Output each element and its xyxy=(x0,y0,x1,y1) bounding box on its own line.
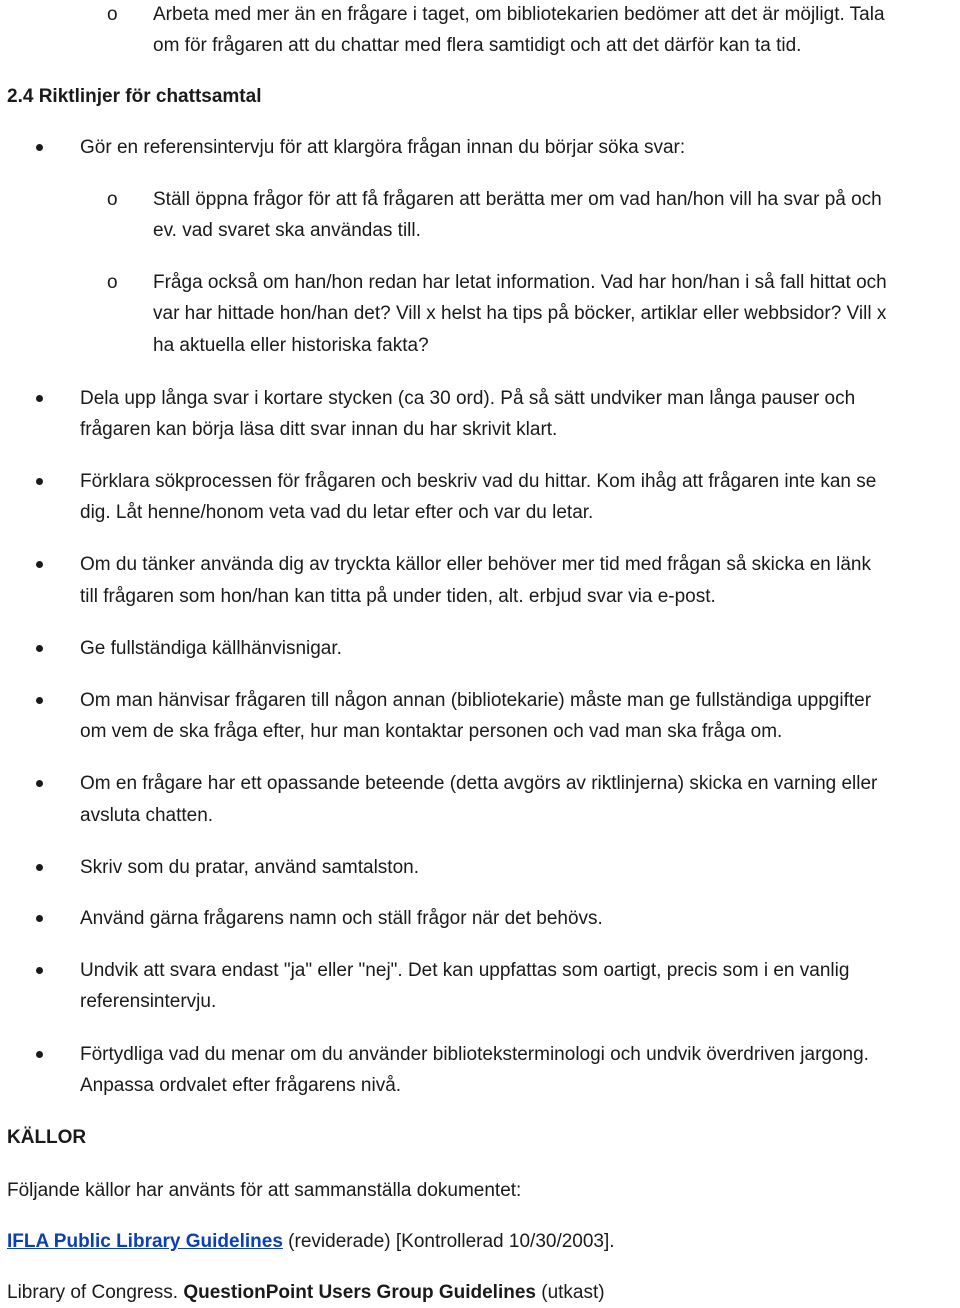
bullet-marker xyxy=(36,1051,43,1058)
source-entry-1 xyxy=(7,1231,615,1253)
bullet-7-line-1: Om en frågare har ett opassande beteende (detta avgörs av riktlinjerna) skicka en varning eller xyxy=(80,773,878,794)
bullet-6-line-2: om vem de ska fråga efter, hur man kontaktar personen och vad man ska fråga om. xyxy=(80,721,783,742)
bullet-marker xyxy=(36,915,43,922)
bullet-11-line-1: Förtydliga vad du menar om du använder biblioteksterminologi och undvik överdriven jargong. xyxy=(80,1044,869,1065)
bullet-marker xyxy=(36,967,43,974)
bullet-4-line-1: Om du tänker använda dig av tryckta källor eller behöver mer tid med frågan så skicka en länk xyxy=(80,554,871,575)
bullet-1-sub-1-line-2: ev. vad svaret ska användas till. xyxy=(153,220,421,241)
bullet-4-line-2: till frågaren som hon/han kan titta på under tiden, alt. erbjud svar via e-post. xyxy=(80,586,716,607)
source-entry-2-title: QuestionPoint Users Group Guidelines xyxy=(183,1282,536,1303)
bullet-1-sub-2-line-1: Fråga också om han/hon redan har letat information. Vad har hon/han i så fall hittat och xyxy=(153,272,887,293)
source-entry-2-suffix: (utkast) xyxy=(535,1282,605,1303)
bullet-6-line-1: Om man hänvisar frågaren till någon annan (bibliotekarie) måste man ge fullständiga uppgifter xyxy=(80,690,872,711)
bullet-9-line-1: Använd gärna frågarens namn och ställ frågor när det behövs. xyxy=(80,908,603,929)
bullet-5-line-1: Ge fullständiga källhänvisnigar. xyxy=(80,638,342,659)
bullet-marker xyxy=(36,561,43,568)
bullet-marker xyxy=(36,780,43,787)
bullet-10-line-1: Undvik att svara endast "ja" eller "nej". Det kan uppfattas som oartigt, precis som i en vanlig xyxy=(80,960,850,981)
bullet-2-line-2: frågaren kan börja läsa ditt svar innan du har skrivit klart. xyxy=(80,419,558,440)
bullet-marker xyxy=(36,478,43,485)
top-sub-item-line-1: Arbeta med mer än en frågare i taget, om bibliotekarien bedömer att det är möjligt. Tala xyxy=(153,4,885,25)
top-sub-item-line-2: om för frågaren att du chattar med flera samtidigt och att det därför kan ta tid. xyxy=(153,35,802,56)
bullet-marker xyxy=(36,645,43,652)
bullet-2-line-1: Dela upp långa svar i kortare stycken (ca 30 ord). På så sätt undviker man långa pauser och xyxy=(80,388,856,409)
bullet-1-line-1: Gör en referensintervju för att klargöra frågan innan du börjar söka svar: xyxy=(80,137,686,158)
bullet-1-sub-2-line-3: ha aktuella eller historiska fakta? xyxy=(153,335,429,356)
bullet-1-sub-1-line-1: Ställ öppna frågor för att få frågaren att berätta mer om vad han/hon vill ha svar på och xyxy=(153,189,882,210)
section-heading: 2.4 Riktlinjer för chattsamtal xyxy=(7,86,262,107)
bullet-1-sub-2-line-2: var har hittade hon/han det? Vill x helst ha tips på böcker, artiklar eller webbsidor? Vill x xyxy=(153,303,887,324)
bullet-3-line-2: dig. Låt henne/honom veta vad du letar efter och var du letar. xyxy=(80,502,594,523)
sub-item-marker: o xyxy=(107,189,118,210)
sources-intro: Följande källor har använts för att sammanställa dokumentet: xyxy=(7,1180,522,1201)
bullet-7-line-2: avsluta chatten. xyxy=(80,805,214,826)
bullet-11-line-2: Anpassa ordvalet efter frågarens nivå. xyxy=(80,1075,402,1096)
bullet-3-line-1: Förklara sökprocessen för frågaren och beskriv vad du hittar. Kom ihåg att frågaren inte kan se xyxy=(80,471,877,492)
sub-item-marker: o xyxy=(107,272,118,293)
ifla-guidelines-link[interactable]: IFLA Public Library Guidelines xyxy=(7,1231,283,1252)
source-entry-1-rest: (reviderade) [Kontrollerad 10/30/2003]. xyxy=(282,1231,615,1252)
bullet-10-line-2: referensintervju. xyxy=(80,991,217,1012)
source-entry-2-prefix: Library of Congress. xyxy=(7,1282,184,1303)
sources-heading: KÄLLOR xyxy=(7,1127,87,1148)
bullet-marker xyxy=(36,395,43,402)
sub-item-marker: o xyxy=(107,4,118,25)
bullet-marker xyxy=(36,144,43,151)
bullet-marker xyxy=(36,697,43,704)
bullet-marker xyxy=(36,864,43,871)
source-entry-2 xyxy=(7,1282,605,1304)
bullet-8-line-1: Skriv som du pratar, använd samtalston. xyxy=(80,857,419,878)
